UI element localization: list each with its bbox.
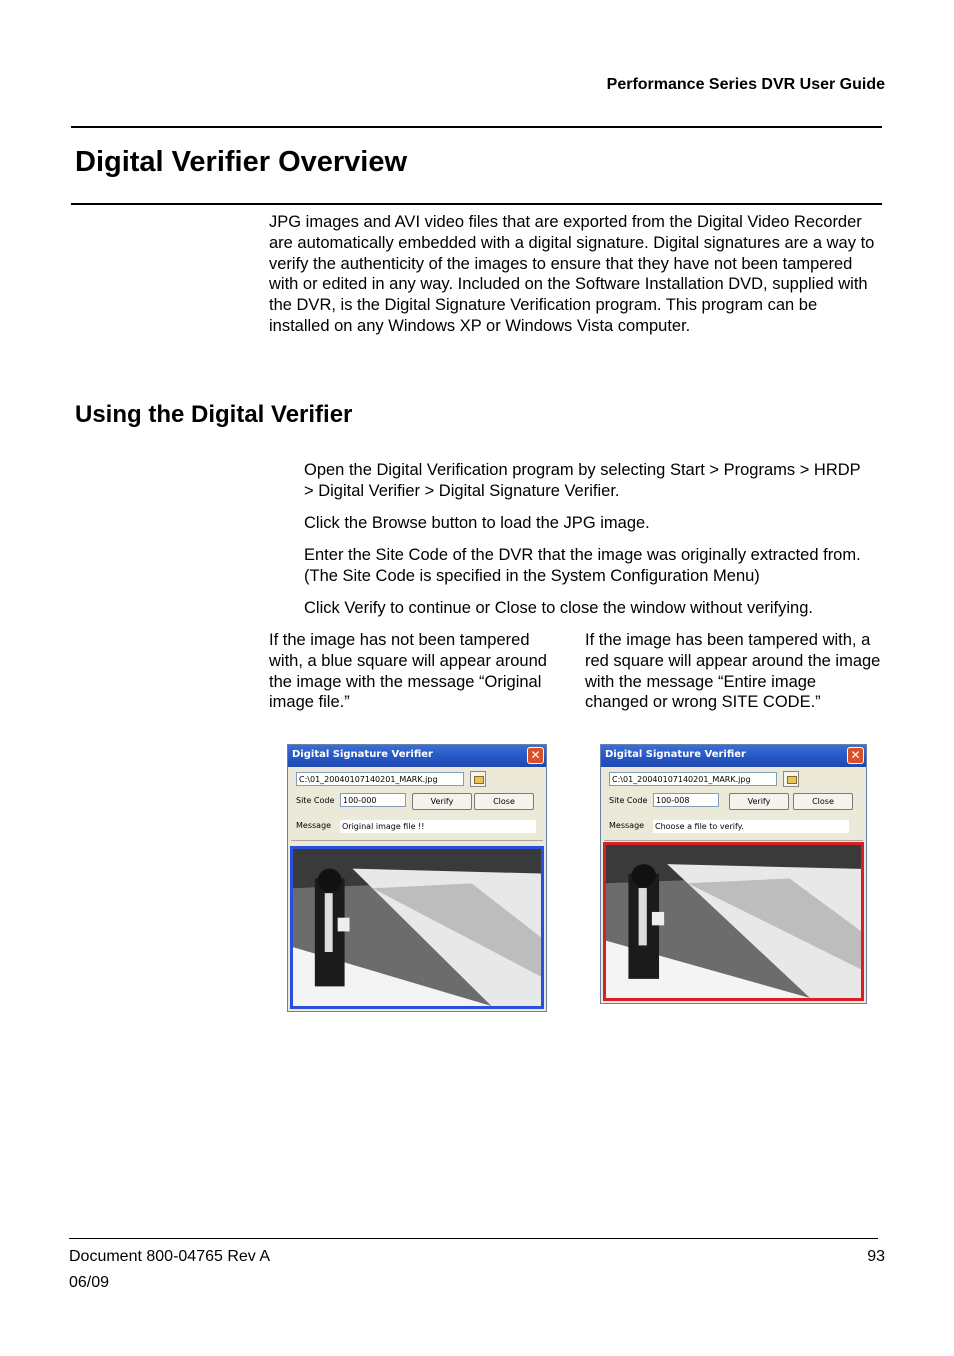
title-rule-bottom	[71, 203, 882, 205]
untampered-note: If the image has not been tampered with, a blue square will appear around the image with the message “Original image file.”	[269, 631, 547, 712]
site-code-input[interactable]: 100-000	[340, 793, 406, 807]
file-path-field[interactable]: C:\01_20040107140201_MARK.jpg	[296, 772, 464, 786]
window-title: Digital Signature Verifier	[605, 749, 746, 760]
message-field: Original image file !!	[340, 820, 536, 833]
folder-icon	[474, 776, 484, 784]
verify-button[interactable]: Verify	[729, 793, 789, 810]
message-label: Message	[296, 821, 332, 830]
step-3: Enter the Site Code of the DVR that the image was originally extracted from. (The Site Code is specified in the System Configuration Menu)	[304, 546, 861, 585]
footer-rule	[69, 1238, 878, 1239]
separator	[291, 840, 543, 841]
verify-button[interactable]: Verify	[412, 793, 472, 810]
tampered-note: If the image has been tampered with, a red square will appear around the image with the message “Entire image changed or wrong SITE CODE.”	[585, 631, 881, 712]
image-frame-blue	[290, 846, 544, 1009]
document-number: Document 800-04765 Rev A	[69, 1248, 271, 1265]
page-number: 93	[867, 1248, 885, 1265]
step-1: Open the Digital Verification program by selecting Start > Programs > HRDP > Digital Verifier > Digital Signature Verifier.	[304, 461, 861, 500]
message-label: Message	[609, 821, 645, 830]
browse-button[interactable]	[783, 771, 799, 787]
title-bar	[288, 745, 546, 767]
title-bar	[601, 745, 866, 767]
separator	[604, 840, 863, 841]
step-2: Click the Browse button to load the JPG image.	[304, 514, 650, 532]
close-button[interactable]: Close	[474, 793, 534, 810]
site-code-label: Site Code	[296, 796, 335, 805]
folder-icon	[787, 776, 797, 784]
document-date: 06/09	[69, 1274, 110, 1291]
title-rule-top	[71, 126, 882, 128]
close-icon[interactable]: ✕	[847, 747, 864, 764]
verifier-window-original	[287, 744, 547, 1012]
message-field: Choose a file to verify.	[653, 820, 849, 833]
verifier-window-tampered	[600, 744, 867, 1004]
browse-button[interactable]	[470, 771, 486, 787]
surveillance-image	[293, 849, 541, 1006]
close-icon[interactable]: ✕	[527, 747, 544, 764]
file-path-field[interactable]: C:\01_20040107140201_MARK.jpg	[609, 772, 777, 786]
site-code-label: Site Code	[609, 796, 648, 805]
image-frame-red	[603, 842, 864, 1001]
section-heading: Using the Digital Verifier	[75, 401, 353, 428]
site-code-input[interactable]: 100-008	[653, 793, 719, 807]
window-title: Digital Signature Verifier	[292, 749, 433, 760]
surveillance-image	[606, 845, 861, 998]
close-button[interactable]: Close	[793, 793, 853, 810]
guide-title: Performance Series DVR User Guide	[606, 76, 885, 93]
overview-paragraph: JPG images and AVI video files that are exported from the Digital Video Recorder are automatically embedded with a digital signature. Digital signatures are a way to verify the authenticity of the images to ensure that they have not been tampered with or edited in any way. Included on the Software Installation DVD, supplied with the DVR, is the Digital Signature Verification program. This program can be installed on any Windows XP or Windows Vista computer.	[269, 213, 875, 335]
page-title: Digital Verifier Overview	[75, 146, 408, 178]
step-4: Click Verify to continue or Close to close the window without verifying.	[304, 599, 813, 617]
